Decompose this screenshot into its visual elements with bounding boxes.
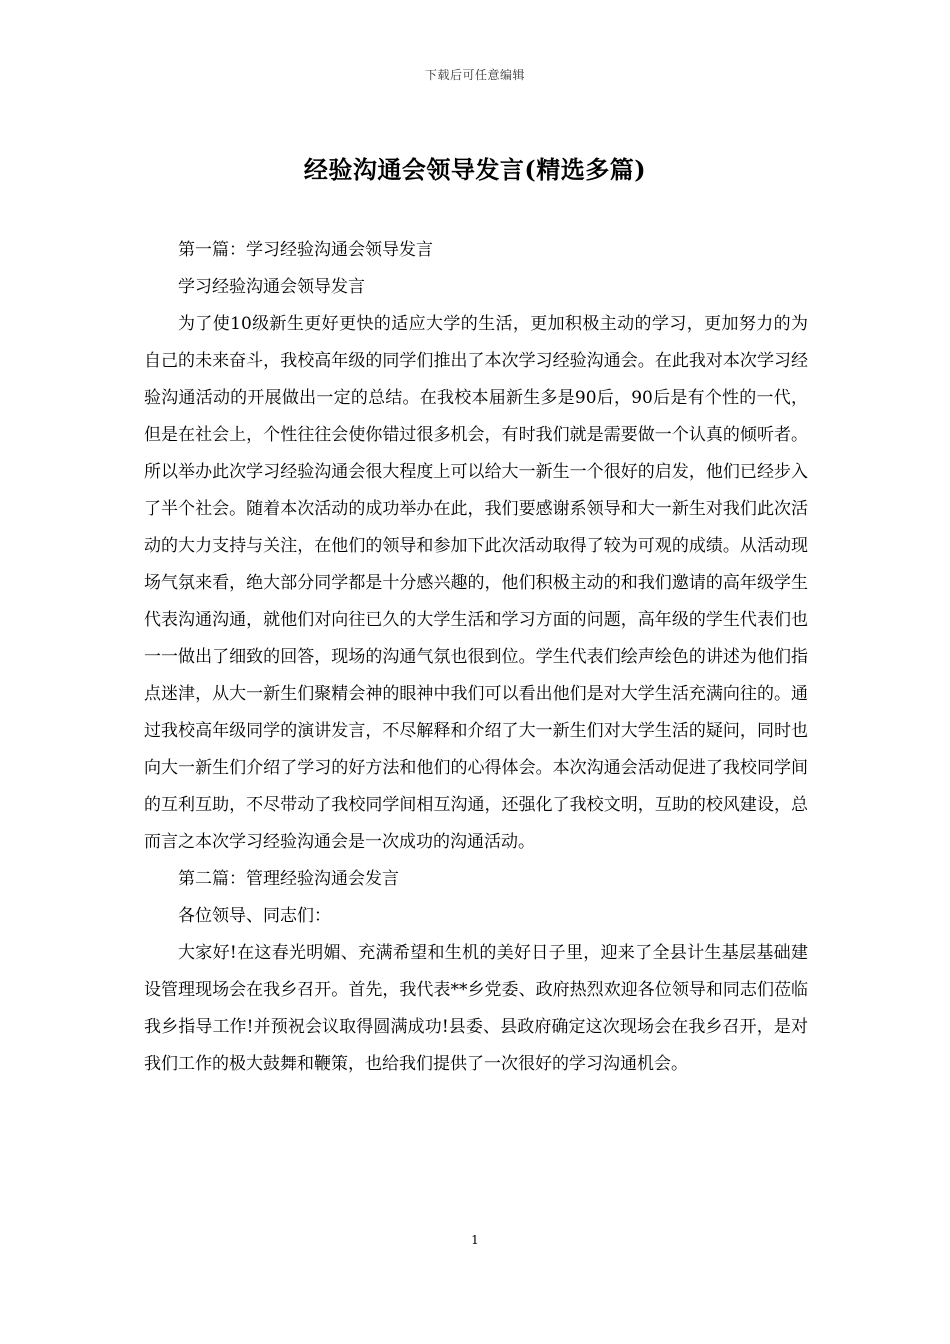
subheading-1: 学习经验沟通会领导发言 bbox=[178, 277, 365, 297]
body-paragraph-2: 大家好!在这春光明媚、充满希望和生机的美好日子里，迎来了全县计生基层基础建设管理现场会在我乡召开。首先，我代表**乡党委、政府热烈欢迎各位领导和同志们莅临我乡指导工作!并预祝会议取得圆满成功!县委、县政府确定这次现场会在我乡召开，是对我们工作的极大鼓舞和鞭策，也给我们提供了一次很好的学习沟通机会。 bbox=[144, 943, 808, 1074]
document-title: 经验沟通会领导发言(精选多篇) bbox=[303, 155, 647, 184]
section-heading-1: 第一篇：学习经验沟通会领导发言 bbox=[178, 240, 433, 260]
page-header: 下载后可任意编辑 bbox=[424, 68, 525, 82]
page-number: 1 bbox=[471, 1233, 479, 1247]
section-heading-2: 第二篇：管理经验沟通会发言 bbox=[178, 869, 399, 889]
salutation: 各位领导、同志们： bbox=[178, 906, 331, 926]
document-body bbox=[144, 232, 808, 1083]
body-paragraph-1: 为了使10级新生更好更快的适应大学的生活，更加积极主动的学习，更加努力的为自己的未来奋斗，我校高年级的同学们推出了本次学习经验沟通会。在此我对本次学习经验沟通活动的开展做出一定的总结。在我校本届新生多是90后，90后是有个性的一代，但是在社会上，个性往往会使你错过很多机会，有时我们就是需要做一个认真的倾听者。所以举办此次学习经验沟通会很大程度上可以给大一新生一个很好的启发，他们已经步入了半个社会。随着本次活动的成功举办在此，我们要感谢系领导和大一新生对我们此次活动的大力支持与关注，在他们的领导和参加下此次活动取得了较为可观的成绩。从活动现场气氛来看，绝大部分同学都是十分感兴趣的，他们积极主动的和我们邀请的高年级学生代表沟通沟通，就他们对向往已久的大学生活和学习方面的问题，高年级的学生代表们也一一做出了细致的回答，现场的沟通气氛也很到位。学生代表们绘声绘色的讲述为他们指点迷津，从大一新生们聚精会神的眼神中我们可以看出他们是对大学生活充满向往的。通过我校高年级同学的演讲发言，不尽解释和介绍了大一新生们对大学生活的疑问，同时也向大一新生们介绍了学习的好方法和他们的心得体会。本次沟通会活动促进了我校同学间的互利互助，不尽带动了我校同学间相互沟通，还强化了我校文明，互助的校风建设，总而言之本次学习经验沟通会是一次成功的沟通活动。 bbox=[144, 314, 808, 852]
